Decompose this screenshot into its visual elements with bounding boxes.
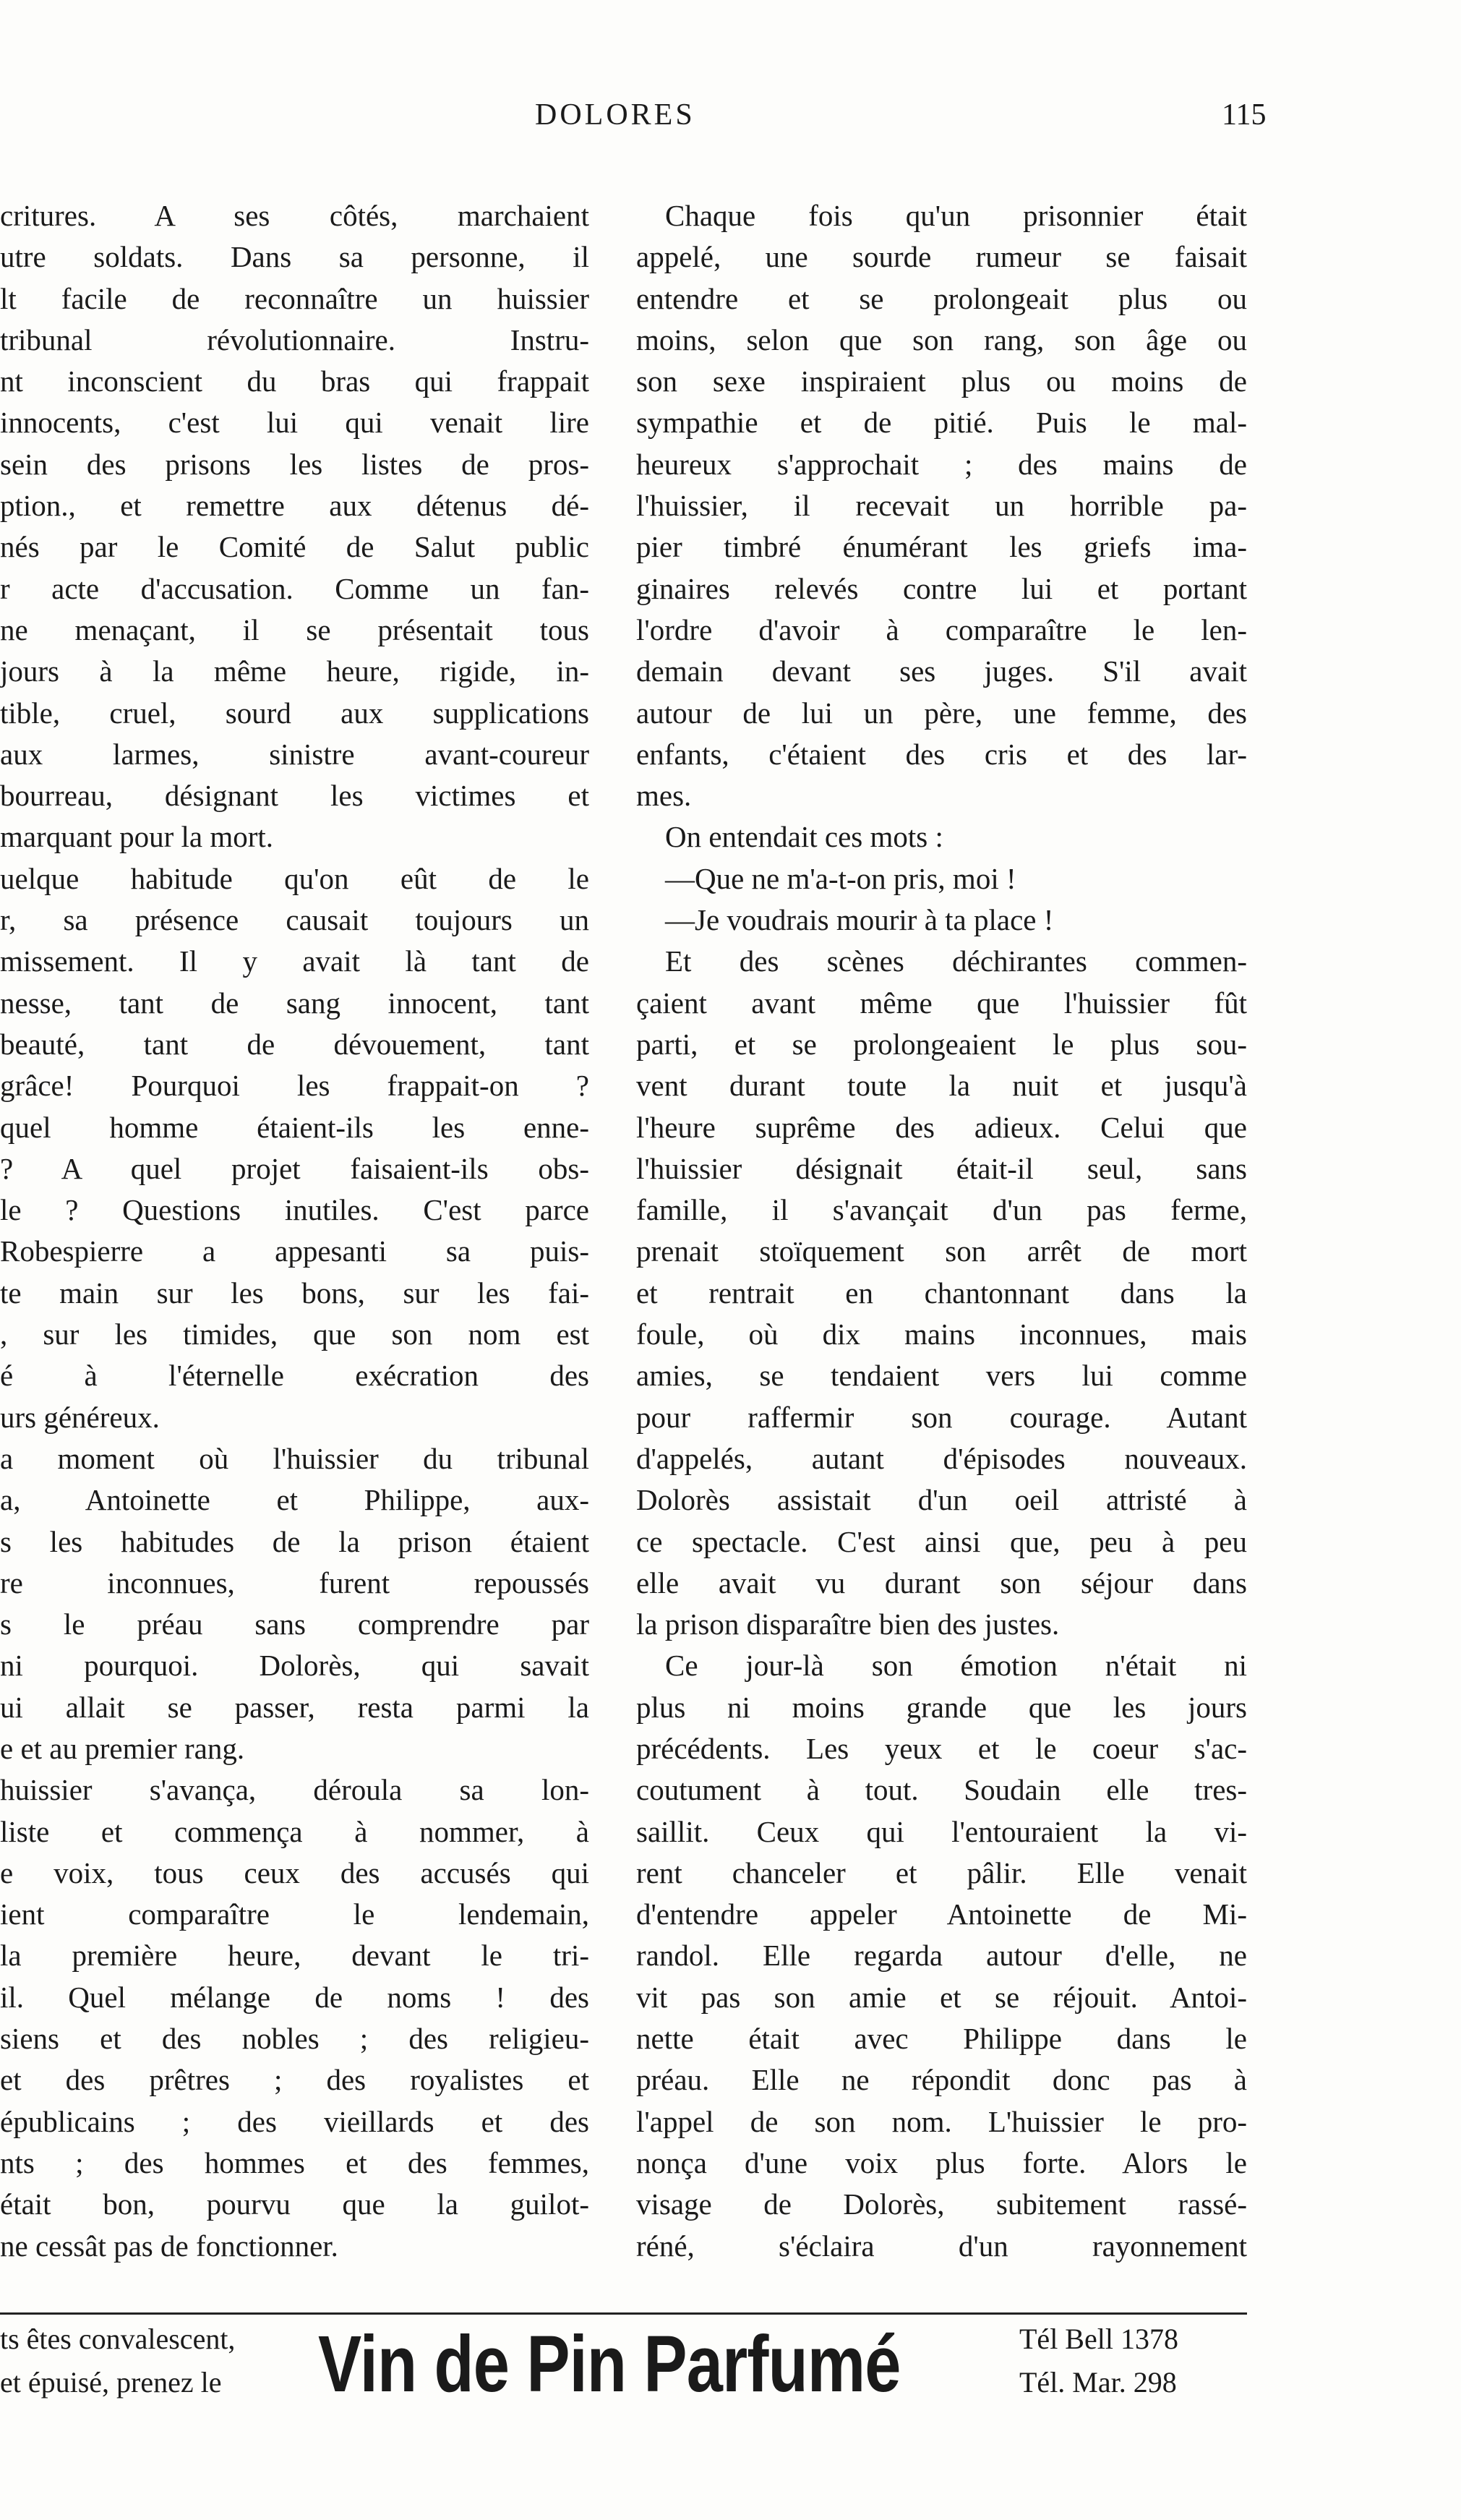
text-line: nés par le Comité de Salut public (0, 530, 589, 564)
text-line: le ? Questions inutiles. C'est parce (0, 1193, 589, 1227)
text-line: tribunal révolutionnaire. Instru- (0, 323, 589, 356)
text-line: uelque habitude qu'on eût de le (0, 861, 589, 895)
text-line: vit pas son amie et se réjouit. Antoi- (636, 1980, 1247, 2014)
text-line: lt facile de reconnaître un huissier (0, 281, 589, 315)
text-line: randol. Elle regarda autour d'elle, ne (636, 1939, 1247, 1973)
text-line: foule, où dix mains inconnues, mais (636, 1317, 1247, 1351)
text-line: innocents, c'est lui qui venait lire (0, 406, 589, 440)
text-line: l'huissier, il recevait un horrible pa- (636, 489, 1247, 523)
text-line: é à l'éternelle exécration des (0, 1359, 589, 1393)
advertisement-product: Vin de Pin Parfumé (318, 2320, 901, 2409)
text-line: aux larmes, sinistre avant-coureur (0, 737, 589, 771)
text-line: l'heure suprême des adieux. Celui que (636, 1110, 1247, 1144)
text-line: ni pourquoi. Dolorès, qui savait (0, 1649, 589, 1683)
text-line: nonça d'une voix plus forte. Alors le (636, 2145, 1247, 2179)
text-line: çaient avant même que l'huissier fût (636, 986, 1247, 1020)
text-line: saillit. Ceux qui l'entouraient la vi- (636, 1814, 1247, 1848)
text-line: Robespierre a appesanti sa puis- (0, 1234, 589, 1268)
text-line: ginaires relevés contre lui et portant (636, 571, 1247, 605)
page-header (0, 98, 1461, 141)
text-line: tible, cruel, sourd aux supplications (0, 696, 589, 730)
text-line: s les habitudes de la prison étaient (0, 1524, 589, 1558)
text-line: entendre et se prolongeait plus ou (636, 281, 1247, 315)
text-line: l'appel de son nom. L'huissier le pro- (636, 2104, 1247, 2138)
text-line: nesse, tant de sang innocent, tant (0, 986, 589, 1020)
text-line: marquant pour la mort. (0, 820, 274, 854)
text-line: visage de Dolorès, subitement rassé- (636, 2187, 1247, 2221)
running-title: DOLORES (535, 98, 695, 132)
text-line: Ce jour-là son émotion n'était ni (665, 1649, 1247, 1683)
text-line: moins, selon que son rang, son âge ou (636, 323, 1247, 356)
text-line: la prison disparaître bien des justes. (636, 1607, 1060, 1641)
text-line: ient comparaître le lendemain, (0, 1897, 589, 1931)
text-line: huissier s'avança, déroula sa lon- (0, 1773, 589, 1807)
text-line: ce spectacle. C'est ainsi que, peu à peu (636, 1524, 1247, 1558)
text-line: son sexe inspiraient plus ou moins de (636, 364, 1247, 398)
text-line: sein des prisons les listes de pros- (0, 447, 589, 481)
text-line: enfants, c'étaient des cris et des lar- (636, 737, 1247, 771)
text-line: l'huissier désignait était-il seul, sans (636, 1151, 1247, 1185)
text-line: heureux s'approchait ; des mains de (636, 447, 1247, 481)
text-line: amies, se tendaient vers lui comme (636, 1359, 1247, 1393)
text-line: elle avait vu durant son séjour dans (636, 1566, 1247, 1599)
text-line: e et au premier rang. (0, 1731, 245, 1765)
text-line: préau. Elle ne répondit donc pas à (636, 2063, 1247, 2097)
text-line: demain devant ses juges. S'il avait (636, 654, 1247, 688)
text-line: ption., et remettre aux détenus dé- (0, 489, 589, 523)
text-line: Dolorès assistait d'un oeil attristé à (636, 1483, 1247, 1517)
text-line: r, sa présence causait toujours un (0, 903, 589, 937)
text-line: rent chanceler et pâlir. Elle venait (636, 1855, 1247, 1889)
text-line: pour raffermir son courage. Autant (636, 1400, 1247, 1434)
text-line: plus ni moins grande que les jours (636, 1690, 1247, 1724)
text-line: bourreau, désignant les victimes et (0, 779, 589, 813)
text-line: critures. A ses côtés, marchaient (0, 199, 589, 232)
phone-line: Tél. Mar. 298 (1019, 2366, 1177, 2399)
right-column (636, 195, 1247, 2267)
text-line: missement. Il y avait là tant de (0, 944, 589, 978)
text-line: ne menaçant, il se présentait tous (0, 612, 589, 646)
text-line: grâce! Pourquoi les frappait-on ? (0, 1069, 589, 1103)
advertisement-lead (0, 2318, 311, 2404)
text-line: quel homme étaient-ils les enne- (0, 1110, 589, 1144)
text-line: autour de lui un père, une femme, des (636, 696, 1247, 730)
text-line: il. Quel mélange de noms ! des (0, 1980, 589, 2014)
text-line: Chaque fois qu'un prisonnier était (665, 199, 1247, 232)
text-line: urs généreux. (0, 1400, 160, 1434)
text-line: —Je voudrais mourir à ta place ! (665, 903, 1054, 937)
text-line: nt inconscient du bras qui frappait (0, 364, 589, 398)
text-line: pier timbré énumérant les griefs ima- (636, 530, 1247, 564)
text-line: On entendait ces mots : (665, 820, 943, 854)
text-line: parti, et se prolongeaient le plus sou- (636, 1027, 1247, 1061)
text-line: a moment où l'huissier du tribunal (0, 1441, 589, 1475)
text-line: ne cessât pas de fonctionner. (0, 2229, 338, 2263)
text-line: ? A quel projet faisaient-ils obs- (0, 1151, 589, 1185)
text-line: —Que ne m'a-t-on pris, moi ! (665, 861, 1016, 895)
advertisement-lead-line: et épuisé, prenez le (0, 2366, 222, 2399)
text-line: d'appelés, autant d'épisodes nouveaux. (636, 1441, 1247, 1475)
text-line: précédents. Les yeux et le coeur s'ac- (636, 1731, 1247, 1765)
text-line: siens et des nobles ; des religieu- (0, 2022, 589, 2056)
text-line: r acte d'accusation. Comme un fan- (0, 571, 589, 605)
text-line: te main sur les bons, sur les fai- (0, 1276, 589, 1310)
text-line: famille, il s'avançait d'un pas ferme, (636, 1193, 1247, 1227)
text-line: prenait stoïquement son arrêt de mort (636, 1234, 1247, 1268)
text-line: et des prêtres ; des royalistes et (0, 2063, 589, 2097)
text-line: mes. (636, 779, 692, 813)
text-line: était bon, pourvu que la guilot- (0, 2187, 589, 2221)
text-line: a, Antoinette et Philippe, aux- (0, 1483, 589, 1517)
text-line: re inconnues, furent repoussés (0, 1566, 589, 1599)
text-line: la première heure, devant le tri- (0, 1939, 589, 1973)
text-line: , sur les timides, que son nom est (0, 1317, 589, 1351)
advertisement-lead-line: ts êtes convalescent, (0, 2323, 236, 2355)
text-line: liste et commença à nommer, à (0, 1814, 589, 1848)
text-line: et rentrait en chantonnant dans la (636, 1276, 1247, 1310)
text-line: sympathie et de pitié. Puis le mal- (636, 406, 1247, 440)
text-line: épublicains ; des vieillards et des (0, 2104, 589, 2138)
text-line: réné, s'éclaira d'un rayonnement (636, 2229, 1247, 2263)
text-line: coutument à tout. Soudain elle tres- (636, 1773, 1247, 1807)
left-column (0, 195, 589, 2267)
advertisement (0, 2318, 1247, 2455)
text-line: l'ordre d'avoir à comparaître le len- (636, 612, 1247, 646)
text-line: appelé, une sourde rumeur se faisait (636, 240, 1247, 274)
text-line: e voix, tous ceux des accusés qui (0, 1855, 589, 1889)
text-line: s le préau sans comprendre par (0, 1607, 589, 1641)
text-line: utre soldats. Dans sa personne, il (0, 240, 589, 274)
text-line: d'entendre appeler Antoinette de Mi- (636, 1897, 1247, 1931)
advertisement-divider (0, 2312, 1247, 2315)
text-line: vent durant toute la nuit et jusqu'à (636, 1069, 1247, 1103)
advertisement-phones (1019, 2318, 1251, 2404)
page-number: 115 (1222, 98, 1267, 132)
phone-line: Tél Bell 1378 (1019, 2323, 1178, 2355)
text-line: jours à la même heure, rigide, in- (0, 654, 589, 688)
text-line: nts ; des hommes et des femmes, (0, 2145, 589, 2179)
text-line: Et des scènes déchirantes commen- (665, 944, 1247, 978)
text-line: beauté, tant de dévouement, tant (0, 1027, 589, 1061)
text-line: nette était avec Philippe dans le (636, 2022, 1247, 2056)
text-line: ui allait se passer, resta parmi la (0, 1690, 589, 1724)
